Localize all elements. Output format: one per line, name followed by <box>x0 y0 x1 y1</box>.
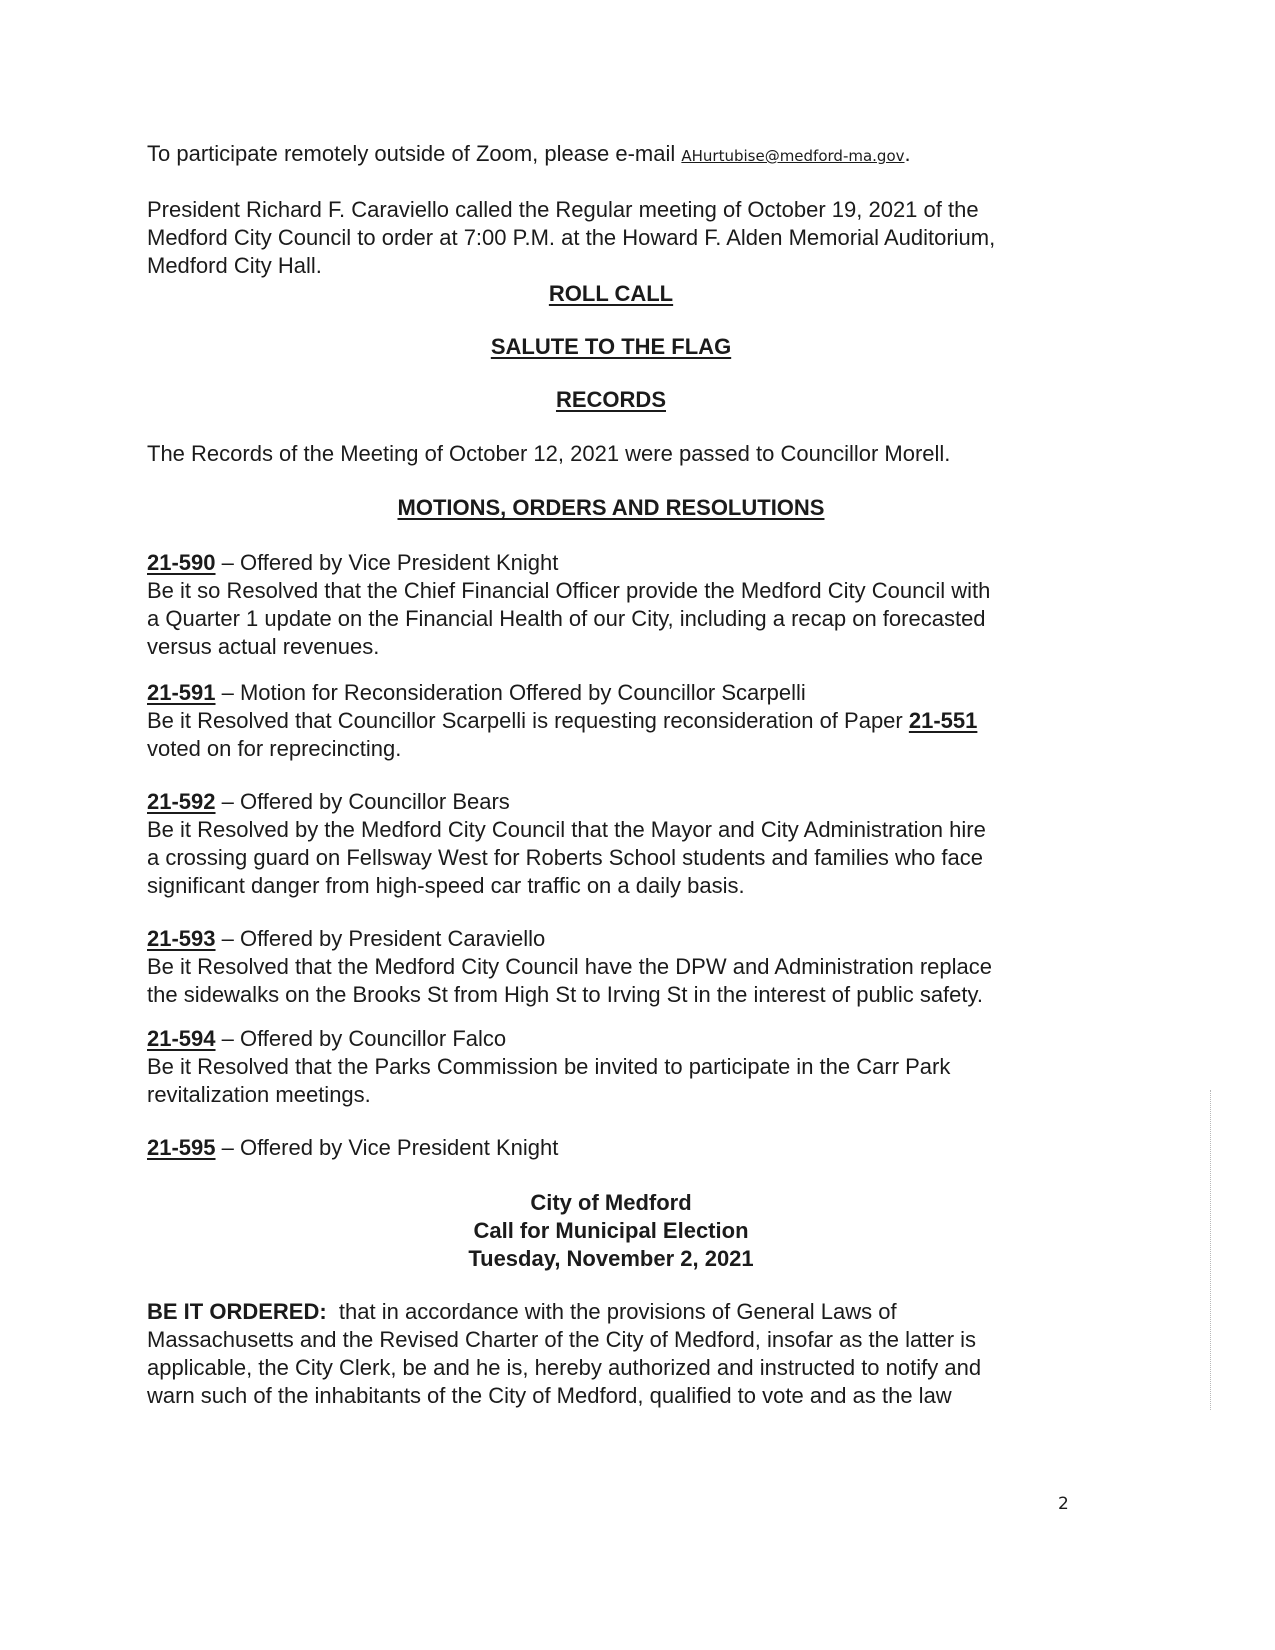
page-number: 2 <box>1058 1494 1069 1514</box>
offered-by: – Offered by President Caraviello <box>215 926 546 951</box>
offered-by: – Offered by Councillor Falco <box>215 1026 507 1051</box>
paper-number: 21-590 <box>147 550 216 575</box>
opening-line-3: Medford City Hall. <box>147 253 322 278</box>
order-line-3: applicable, the City Clerk, be and he is, hereby authorized and instructed to notify and <box>147 1355 982 1380</box>
scan-artifact <box>1210 1090 1214 1410</box>
item-header <box>147 1025 506 1053</box>
opening-line-1: President Richard F. Caraviello called the Regular meeting of October 19, 2021 of the <box>147 197 979 222</box>
order-line-2: Massachusetts and the Revised Charter of the City of Medford, insofar as the latter is <box>147 1327 977 1352</box>
offered-by: – Motion for Reconsideration Offered by Councillor Scarpelli <box>215 680 806 705</box>
item-text: Be it Resolved that Councillor Scarpelli is requesting reconsideration of Paper <box>147 708 909 733</box>
item-header <box>147 925 545 953</box>
item-text-line: versus actual revenues. <box>147 634 380 659</box>
item-text-line: voted on for reprecincting. <box>147 736 402 761</box>
paper-reference: 21-551 <box>908 708 978 733</box>
records-heading: RECORDS <box>555 387 666 412</box>
paper-number: 21-591 <box>147 680 216 705</box>
roll-call-heading: ROLL CALL <box>548 281 674 306</box>
item-header <box>147 1134 558 1162</box>
order-line-4: warn such of the inhabitants of the City of Medford, qualified to vote and as the law <box>147 1383 952 1408</box>
salute-heading: SALUTE TO THE FLAG <box>490 334 732 359</box>
offered-by: – Offered by Councillor Bears <box>215 789 510 814</box>
item-header <box>147 679 806 707</box>
paper-number: 21-595 <box>147 1135 216 1160</box>
item-text-line: Be it so Resolved that the Chief Financial Officer provide the Medford City Council with <box>147 578 991 603</box>
paper-number: 21-594 <box>147 1026 216 1051</box>
order-line-1 <box>147 1298 897 1326</box>
item-text-line: Be it Resolved by the Medford City Council that the Mayor and City Administration hire <box>147 817 986 842</box>
offered-by: – Offered by Vice President Knight <box>215 1135 559 1160</box>
item-text-line: Be it Resolved that the Parks Commission be invited to participate in the Carr Park <box>147 1054 951 1079</box>
records-text: The Records of the Meeting of October 12, 2021 were passed to Councillor Morell. <box>147 441 951 466</box>
item-text-line: a crossing guard on Fellsway West for Roberts School students and families who face <box>147 845 983 870</box>
offered-by: – Offered by Vice President Knight <box>215 550 559 575</box>
item-text-line: significant danger from high-speed car traffic on a daily basis. <box>147 873 745 898</box>
item-header <box>147 549 558 577</box>
item-text-line: a Quarter 1 update on the Financial Health of our City, including a recap on forecasted <box>147 606 986 631</box>
opening-line-2: Medford City Council to order at 7:00 P.M. at the Howard F. Alden Memorial Auditorium, <box>147 225 996 250</box>
remote-participation-text: To participate remotely outside of Zoom, please e-mail <box>147 141 682 166</box>
motions-heading: MOTIONS, ORDERS AND RESOLUTIONS <box>397 495 825 520</box>
election-title-date: Tuesday, November 2, 2021 <box>468 1246 754 1271</box>
remote-participation-end: . <box>904 141 911 166</box>
election-title-call: Call for Municipal Election <box>473 1218 749 1243</box>
item-text-line: the sidewalks on the Brooks St from High St to Irving St in the interest of public safety. <box>147 982 983 1007</box>
item-text-line: revitalization meetings. <box>147 1082 371 1107</box>
remote-participation-line <box>147 140 911 170</box>
order-text: that in accordance with the provisions of General Laws of <box>326 1299 897 1324</box>
election-title-city: City of Medford <box>530 1190 692 1215</box>
email-link[interactable]: AHurtubise@medford-ma.gov <box>681 147 905 165</box>
paper-number: 21-592 <box>147 789 216 814</box>
paper-number: 21-593 <box>147 926 216 951</box>
item-header <box>147 788 510 816</box>
order-label: BE IT ORDERED: <box>147 1299 327 1324</box>
item-text-line: Be it Resolved that the Medford City Council have the DPW and Administration replace <box>147 954 992 979</box>
item-text-line <box>147 707 977 735</box>
